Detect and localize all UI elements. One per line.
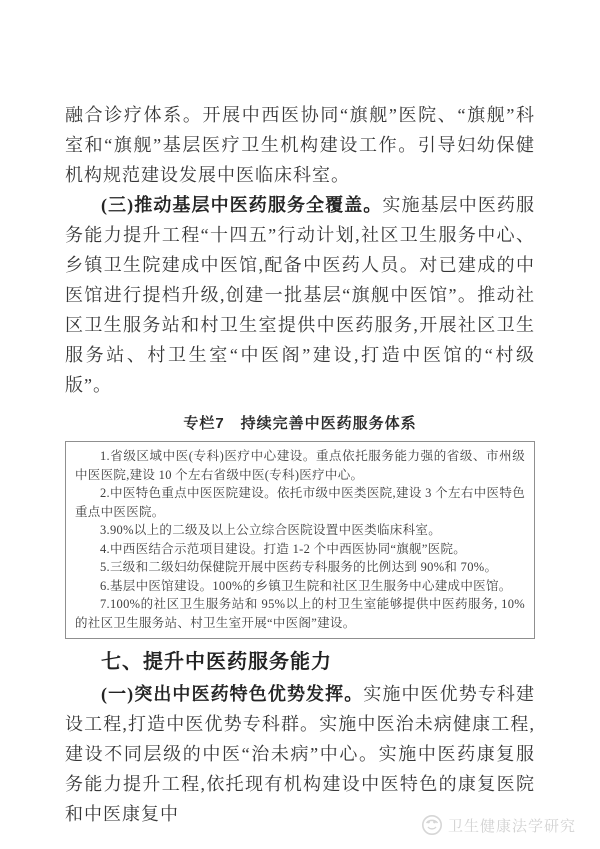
document-content <box>65 100 535 829</box>
paragraph-body-text: 实施基层中医药服务能力提升工程“十四五”行动计划,社区卫生服务中心、乡镇卫生院建成中医馆,配备中医药人员。对已建成的中医馆进行提档升级,创建一批基层“旗舰中医馆”。推动社区卫生服务站和村卫生室提供中医药服务,开展社区卫生服务站、村卫生室“中医阁”建设,打造中医馆的“村级版”。 <box>65 195 535 395</box>
section-heading: 七、提升中医药服务能力 <box>101 651 332 673</box>
panel-item: 5.三级和二级妇幼保健院开展中医药专科服务的比例达到 90%和 70%。 <box>100 560 498 574</box>
panel-item: 7.100%的社区卫生服务站和 95%以上的村卫生室能够提供中医药服务, 10%的社区卫生服务站、村卫生室开展“中医阁”建设。 <box>75 597 525 630</box>
paragraph-section-3 <box>65 190 535 400</box>
panel-box <box>65 441 535 639</box>
panel-title: 专栏7 持续完善中医药服务体系 <box>183 415 417 432</box>
watermark <box>421 814 576 836</box>
paragraph-lead-bold: (三)推动基层中医药服务全覆盖。 <box>101 195 383 215</box>
paragraph-section-1 <box>65 679 535 829</box>
paragraph-continuation: 融合诊疗体系。开展中西医协同“旗舰”医院、“旗舰”科室和“旗舰”基层医疗卫生机构建设工作。引导妇幼保健机构规范建设发展中医临床科室。 <box>65 105 535 185</box>
panel-item: 1.省级区域中医(专科)医疗中心建设。重点依托服务能力强的省级、市州级中医医院,建设 10 个左右省级中医(专科)医疗中心。 <box>75 449 525 482</box>
panel-item: 3.90%以上的二级及以上公立综合医院设置中医类临床科室。 <box>100 523 441 537</box>
watermark-label: 卫生健康法学研究 <box>447 817 576 835</box>
publisher-logo-icon <box>421 814 443 836</box>
panel-item: 2.中医特色重点中医医院建设。依托市级中医类医院,建设 3 个左右中医特色重点中医医院。 <box>75 486 525 519</box>
panel-item: 4.中西医结合示范项目建设。打造 1-2 个中西医协同“旗舰”医院。 <box>100 541 467 556</box>
panel-item: 6.基层中医馆建设。100%的乡镇卫生院和社区卫生服务中心建成中医馆。 <box>100 578 512 593</box>
paragraph-body-text: 实施中医优势专科建设工程,打造中医优势专科群。实施中医治未病健康工程,建设不同层级的中医“治未病”中心。实施中医药康复服务能力提升工程,依托现有机构建设中医特色的康复医院和中医康复中 <box>65 684 535 824</box>
paragraph-lead-bold: (一)突出中医药特色优势发挥。 <box>101 684 364 704</box>
